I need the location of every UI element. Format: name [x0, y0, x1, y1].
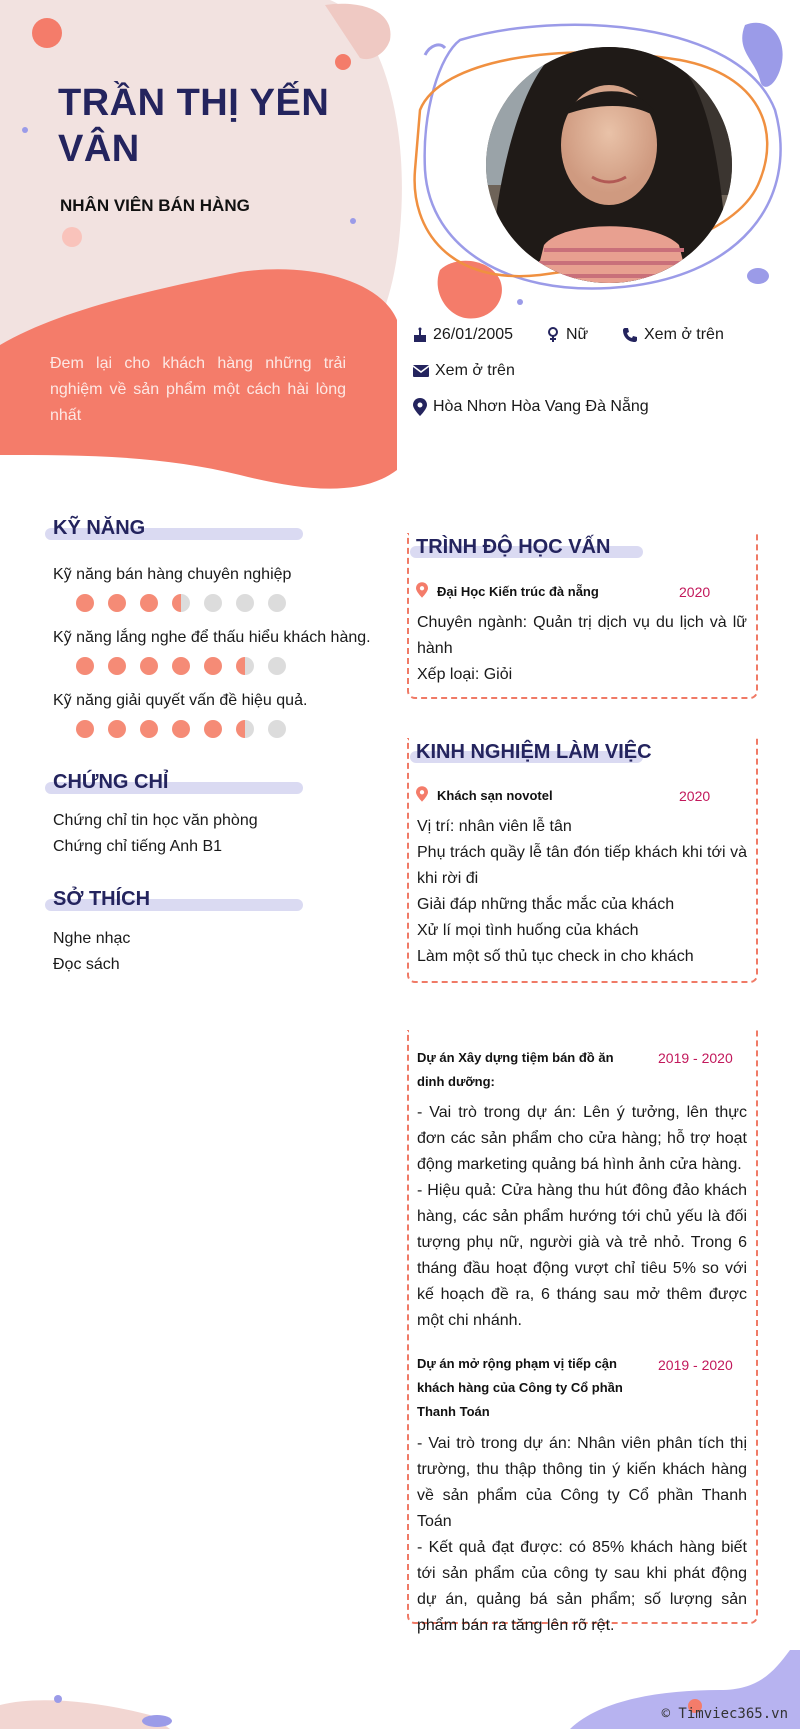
birthday-value: 26/01/2005 — [433, 326, 514, 343]
certificate-item: Chứng chỉ tiếng Anh B1 — [53, 838, 223, 855]
education-title: TRÌNH ĐỘ HỌC VẤN — [416, 536, 611, 558]
education-year: 2020 — [679, 584, 711, 600]
rating-dot — [172, 657, 190, 675]
rating-dot — [172, 594, 190, 612]
hobbies-title: SỞ THÍCH — [53, 888, 151, 910]
location-pin-icon — [416, 786, 428, 802]
certificates-title: CHỨNG CHỈ — [53, 771, 169, 793]
rating-dot — [108, 657, 126, 675]
skill-rating — [76, 720, 286, 738]
project-line: - Vai trò trong dự án: Nhân viên phân tích thị trường, thu thập thông tin ý kiến khách hàng về sản phẩm của Công ty Cổ phần Thanh Toán — [417, 1435, 747, 1530]
experience-line: Giải đáp những thắc mắc của khách — [417, 896, 675, 913]
rating-dot — [76, 657, 94, 675]
skill-label: Kỹ năng bán hàng chuyên nghiệp — [53, 566, 292, 583]
footer-copyright: © Timviec365.vn — [661, 1706, 788, 1722]
hobby-item: Nghe nhạc — [53, 930, 131, 947]
rating-dot — [268, 594, 286, 612]
school-name: Đại Học Kiến trúc đà nẵng — [437, 584, 599, 599]
email-row — [413, 362, 515, 380]
phone-value: Xem ở trên — [644, 326, 724, 343]
project-line: - Vai trò trong dự án: Lên ý tưởng, lên thực đơn các sản phẩm cho cửa hàng; hỗ trợ hoạt động marketing quảng bá hình ảnh cửa hàng. — [417, 1104, 747, 1173]
profile-photo — [484, 45, 734, 285]
location-pin-icon — [416, 582, 428, 598]
rating-dot — [140, 657, 158, 675]
project-period: 2019 - 2020 — [658, 1357, 733, 1373]
job-title: NHÂN VIÊN BÁN HÀNG — [60, 196, 250, 215]
skill-label: Kỹ năng giải quyết vấn đề hiệu quả. — [53, 692, 308, 709]
project-name: Dự án Xây dựng tiệm bán đồ ăn dinh dưỡng: — [417, 1050, 614, 1089]
experience-line: Vị trí: nhân viên lễ tân — [417, 818, 572, 835]
location-pin-icon — [413, 398, 427, 416]
gender-value: Nữ — [566, 326, 589, 343]
rating-dot — [140, 594, 158, 612]
experience-line: Phụ trách quầy lễ tân đón tiếp khách khi tới và khi rời đi — [417, 844, 747, 887]
rating-dot — [236, 720, 254, 738]
rating-dot — [268, 657, 286, 675]
rating-dot — [76, 594, 94, 612]
education-details — [417, 610, 747, 688]
address-value: Hòa Nhơn Hòa Vang Đà Nẵng — [433, 398, 649, 415]
project-details — [417, 1431, 747, 1639]
footer-left-blob — [0, 1700, 170, 1729]
deco-dot — [32, 18, 62, 48]
rating-dot — [108, 594, 126, 612]
project-name: Dự án mở rộng phạm vị tiếp cận khách hàng của Công ty Cổ phần Thanh Toán — [417, 1356, 623, 1419]
footer-left-dot — [142, 1715, 172, 1727]
cake-icon — [413, 327, 427, 343]
email-value: Xem ở trên — [435, 362, 515, 379]
phone-row — [622, 326, 724, 344]
project-line: - Hiệu quả: Cửa hàng thu hút đông đảo khách hàng, các sản phẩm hướng tới chủ yếu là đối tượng phụ nữ, người già và trẻ nhỏ. Trong 6 tháng đầu hoạt động vượt chỉ tiêu 5% so với kế hoạch đề ra, 6 tháng sau mở thêm được một chi nhánh. — [417, 1182, 747, 1329]
birthday-row — [413, 326, 513, 344]
education-line: Chuyên ngành: Quản trị dịch vụ du lịch và lữ hành — [417, 614, 747, 657]
deco-dot — [54, 1695, 62, 1703]
rating-dot — [204, 657, 222, 675]
project-period: 2019 - 2020 — [658, 1050, 733, 1066]
experience-title: KINH NGHIỆM LÀM VIỆC — [416, 741, 652, 763]
education-line: Xếp loại: Giỏi — [417, 666, 513, 683]
skill-label: Kỹ năng lắng nghe để thấu hiểu khách hàng. — [53, 629, 371, 646]
experience-line: Làm một số thủ tục check in cho khách — [417, 948, 694, 965]
address-row — [413, 398, 649, 416]
experience-year: 2020 — [679, 788, 711, 804]
candidate-name: TRẦN THỊ YẾN VÂN — [58, 82, 330, 170]
rating-dot — [172, 720, 190, 738]
career-objective: Đem lại cho khách hàng những trải nghiệm về sản phẩm một cách hài lòng nhất — [50, 355, 346, 424]
certificate-item: Chứng chỉ tin học văn phòng — [53, 812, 258, 829]
experience-details — [417, 814, 747, 970]
gender-icon — [546, 327, 560, 343]
photo-lavender-curl — [425, 45, 445, 55]
rating-dot — [204, 720, 222, 738]
project-details — [417, 1100, 747, 1334]
deco-dot — [62, 227, 82, 247]
rating-dot — [236, 594, 254, 612]
skill-rating — [76, 657, 286, 675]
skill-rating — [76, 594, 286, 612]
rating-dot — [76, 720, 94, 738]
experience-line: Xử lí mọi tình huống của khách — [417, 922, 639, 939]
phone-icon — [622, 327, 638, 343]
skills-title: KỸ NĂNG — [53, 517, 146, 539]
envelope-icon — [413, 365, 429, 377]
deco-dot — [517, 299, 523, 305]
rating-dot — [204, 594, 222, 612]
deco-dot — [335, 54, 351, 70]
project-line: - Kết quả đạt được: có 85% khách hàng biết tới sản phẩm của công ty sau khi phát động dự án, quảng bá sản phẩm; số lượng sản phẩm bán ra tăng lên rõ rệt. — [417, 1539, 747, 1634]
rating-dot — [140, 720, 158, 738]
rating-dot — [268, 720, 286, 738]
hobby-item: Đọc sách — [53, 956, 120, 973]
photo-lavender-blob — [742, 23, 782, 87]
deco-dot — [350, 218, 356, 224]
deco-dot — [22, 127, 28, 133]
photo-lavender-blob-small — [747, 268, 769, 284]
rating-dot — [108, 720, 126, 738]
company-name: Khách sạn novotel — [437, 788, 553, 803]
gender-row — [546, 326, 588, 344]
rating-dot — [236, 657, 254, 675]
